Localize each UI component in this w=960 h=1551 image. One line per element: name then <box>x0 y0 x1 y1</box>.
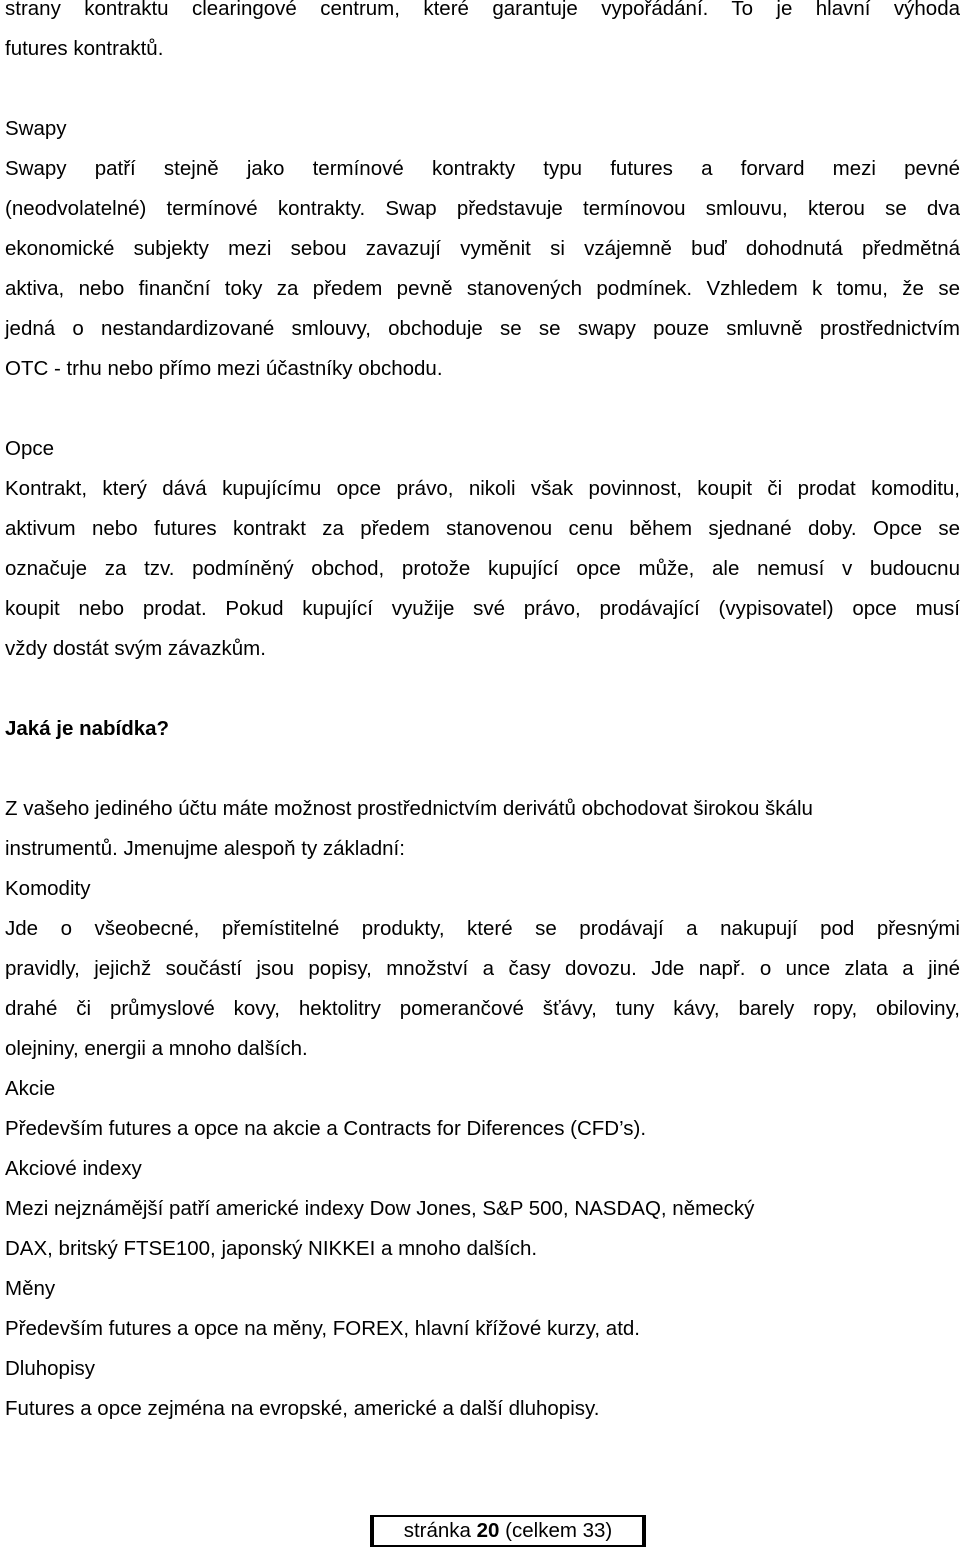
section-heading-meny: Měny <box>5 1277 56 1300</box>
paragraph-line: označuje za tzv. podmíněný obchod, protože kupující opce může, ale nemusí v budoucnu <box>5 557 960 580</box>
section-heading-dluhopisy: Dluhopisy <box>5 1357 96 1380</box>
section-heading-swapy: Swapy <box>5 117 67 140</box>
section-heading-komodity: Komodity <box>5 877 91 900</box>
paragraph-line: strany kontraktu clearingové centrum, které garantuje vypořádání. To je hlavní výhoda <box>5 0 960 20</box>
paragraph-line: Kontrakt, který dává kupujícímu opce právo, nikoli však povinnost, koupit či prodat komoditu, <box>5 477 960 500</box>
paragraph-line: ekonomické subjekty mezi sebou zavazují vyměnit si vzájemně buď dohodnutá předmětná <box>5 237 960 260</box>
footer-prefix: stránka <box>403 1519 477 1542</box>
section-heading-nabidka: Jaká je nabídka? <box>5 717 170 740</box>
section-heading-opce: Opce <box>5 437 54 460</box>
section-heading-akcie: Akcie <box>5 1077 56 1100</box>
paragraph-line: Jde o všeobecné, přemístitelné produkty, které se prodávají a nakupují pod přesnými <box>5 917 960 940</box>
paragraph-line: Z vašeho jediného účtu máte možnost prostřednictvím derivátů obchodovat širokou škálu <box>5 797 813 820</box>
paragraph-line: aktiva, nebo finanční toky za předem pevně stanovených podmínek. Vzhledem k tomu, že se <box>5 277 960 300</box>
paragraph-line: Především futures a opce na akcie a Contracts for Diferences (CFD’s). <box>5 1117 647 1140</box>
paragraph-line: jedná o nestandardizované smlouvy, obchoduje se se swapy pouze smluvně prostřednictvím <box>5 317 960 340</box>
paragraph-line: futures kontraktů. <box>5 37 164 60</box>
paragraph-line: DAX, britský FTSE100, japonský NIKKEI a mnoho dalších. <box>5 1237 538 1260</box>
paragraph-line: Futures a opce zejména na evropské, americké a další dluhopisy. <box>5 1397 600 1420</box>
paragraph-line: instrumentů. Jmenujme alespoň ty základní: <box>5 837 405 860</box>
page-number-footer <box>370 1515 646 1547</box>
paragraph-line: Swapy patří stejně jako termínové kontrakty typu futures a forvard mezi pevné <box>5 157 960 180</box>
footer-suffix: (celkem 33) <box>499 1519 613 1542</box>
section-heading-akciove-indexy: Akciové indexy <box>5 1157 142 1180</box>
paragraph-line: drahé či průmyslové kovy, hektolitry pomerančové šťávy, tuny kávy, barely ropy, obiloviny, <box>5 997 960 1020</box>
paragraph-line: olejniny, energii a mnoho dalších. <box>5 1037 308 1060</box>
footer-page-number: 20 <box>476 1519 500 1542</box>
paragraph-line: koupit nebo prodat. Pokud kupující využije své právo, prodávající (vypisovatel) opce musí <box>5 597 960 620</box>
paragraph-line: vždy dostát svým závazkům. <box>5 637 266 660</box>
paragraph-line: pravidly, jejichž součástí jsou popisy, množství a časy dovozu. Jde např. o unce zlata a jiné <box>5 957 960 980</box>
paragraph-line: Mezi nejznámější patří americké indexy Dow Jones, S&P 500, NASDAQ, německý <box>5 1197 755 1220</box>
paragraph-line: Především futures a opce na měny, FOREX, hlavní křížové kurzy, atd. <box>5 1317 640 1340</box>
paragraph-line: (neodvolatelné) termínové kontrakty. Swap představuje termínovou smlouvu, kterou se dva <box>5 197 960 220</box>
paragraph-line: aktivum nebo futures kontrakt za předem stanovenou cenu během sjednané doby. Opce se <box>5 517 960 540</box>
paragraph-line: OTC - trhu nebo přímo mezi účastníky obchodu. <box>5 357 443 380</box>
